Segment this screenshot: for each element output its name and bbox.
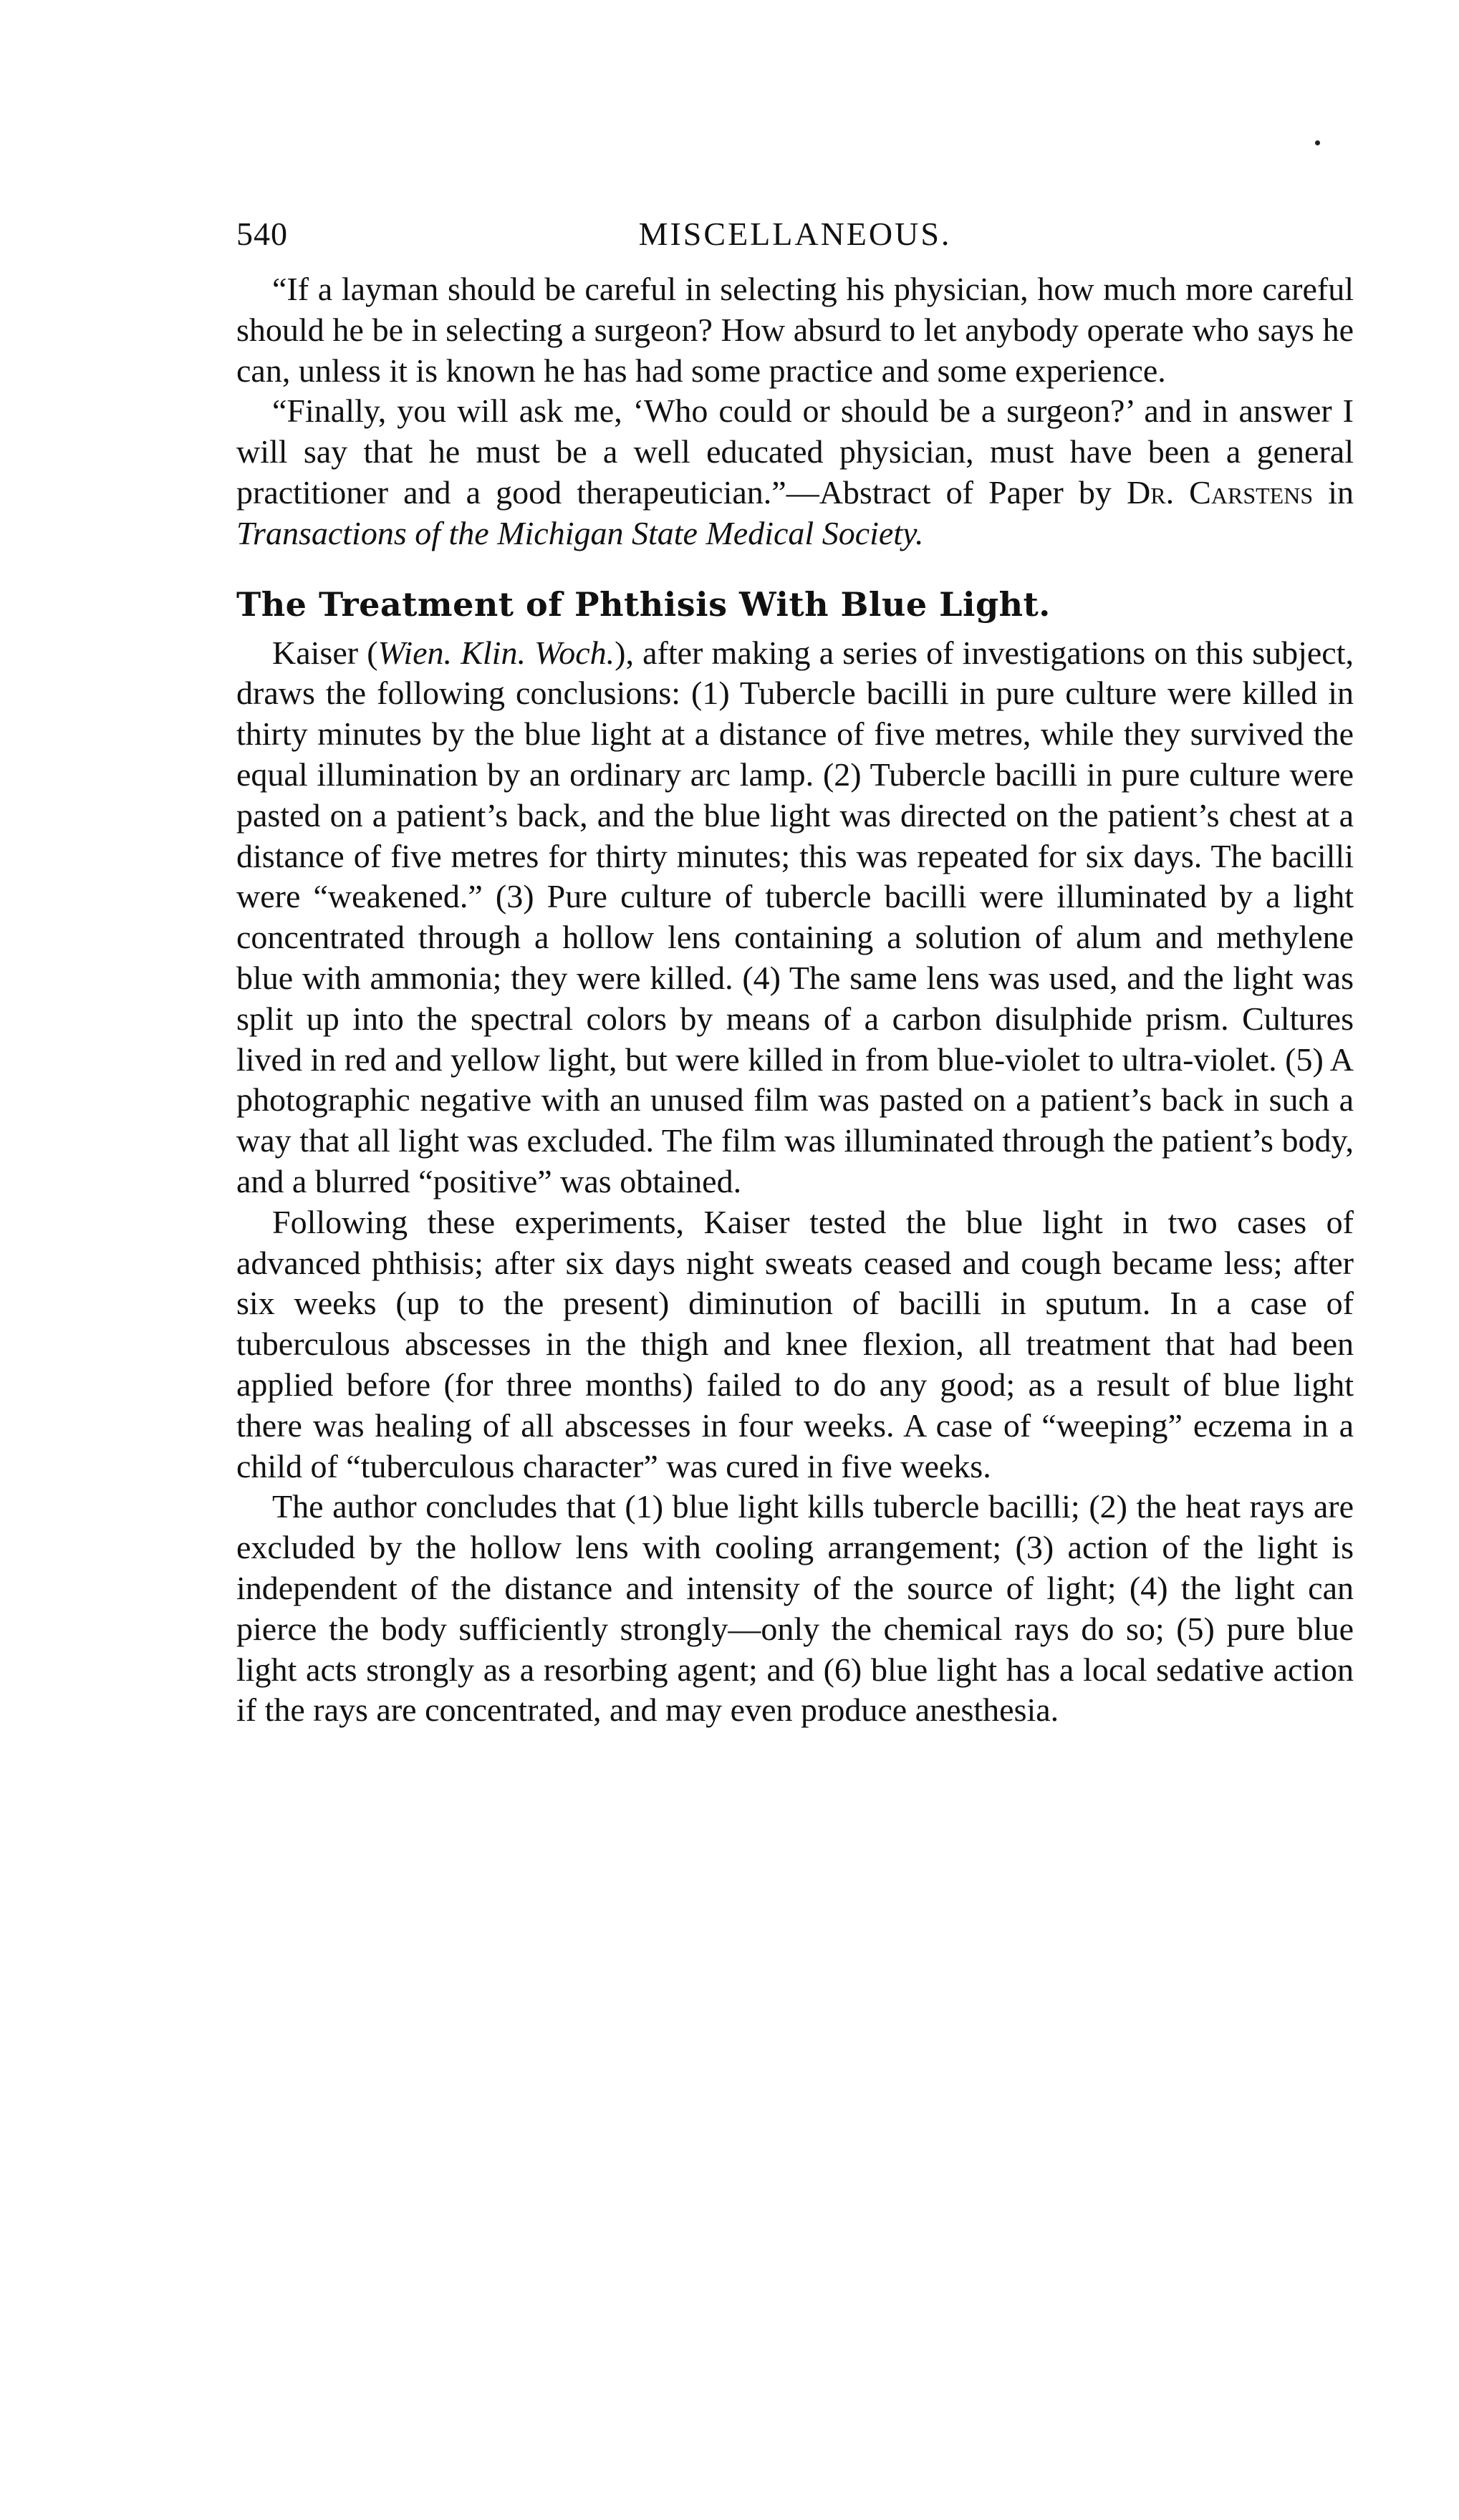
article-paragraph-1-lead: Kaiser (	[272, 634, 378, 671]
journal-title: Wien. Klin. Woch.	[377, 634, 615, 671]
running-head	[236, 215, 1354, 264]
page-number: 540	[236, 216, 288, 252]
quote-paragraph-2	[236, 391, 1354, 554]
article-paragraph-1	[236, 633, 1354, 1202]
quote-paragraph-1: “If a layman should be careful in selecting his physician, how much more careful should he be in selecting a surgeon? How absurd to let anybody operate who says he can, unless it is known he has had some practice and some experience.	[236, 271, 1354, 389]
article-paragraph-1-body: ), after making a series of investigations on this subject, draws the following conclusions: (1) Tubercle bacilli in pure culture were killed in thirty minutes by the blue light at a distance of five metres, while they survived the equal illumination by an ordinary arc lamp. (2) Tubercle bacilli in pure culture were pasted on a patient’s back, and the blue light was directed on the patient’s chest at a distance of five metres for thirty minutes; this was repeated for six days. The bacilli were “weakened.” (3) Pure culture of tubercle bacilli were illuminated by a light concentrated through a hollow lens containing a solution of alum and methylene blue with ammonia; they were killed. (4) The same lens was used, and the light was split up into the spectral colors by means of a carbon disulphide prism. Cultures lived in red and yellow light, but were killed in from blue-violet to ultra-violet. (5) A photographic negative with an unused film was pasted on a patient’s back in such a way that all light was excluded. The film was illuminated through the patient’s body, and a blurred “positive” was obtained.	[236, 634, 1354, 1199]
quote-paragraph-2-text: “Finally, you will ask me, ‘Who could or should be a surgeon?’ and in answer I will say that he must be a well educated physician, must have been a general practitioner and a good therapeutician.”—Abstract of Paper by	[236, 392, 1354, 511]
article-paragraph-3: The author concludes that (1) blue light kills tubercle bacilli; (2) the heat rays are excluded by the hollow lens with cooling arrangement; (3) action of the light is independent of the distance and intensity of the source of light; (4) the light can pierce the body sufficiently strongly—only the chemical rays do so; (5) pure blue light acts strongly as a resorbing agent; and (6) blue light has a local sedative action if the rays are concentrated, and may even produce anesthesia.	[236, 1488, 1354, 1729]
book-page	[236, 215, 1354, 1731]
connector-text: in	[1313, 473, 1354, 511]
author-name: Dr. Carstens	[1127, 473, 1314, 511]
article-paragraph-2: Following these experiments, Kaiser tested the blue light in two cases of advanced phthisis; after six days night sweats ceased and cough became less; after six weeks (up to the present) diminution of bacilli in sputum. In a case of tuberculous abscesses in the thigh and knee flexion, all treatment that had been applied before (for three months) failed to do any good; as a result of blue light there was healing of all abscesses in four weeks. A case of “weeping” eczema in a child of “tuberculous character” was cured in five weeks.	[236, 1203, 1354, 1485]
source-title: Transactions of the Michigan State Medical Society.	[236, 514, 924, 551]
running-title: MISCELLANEOUS.	[638, 216, 952, 252]
section-heading: The Treatment of Phthisis With Blue Light.	[236, 584, 1051, 624]
print-speck	[1315, 140, 1320, 145]
